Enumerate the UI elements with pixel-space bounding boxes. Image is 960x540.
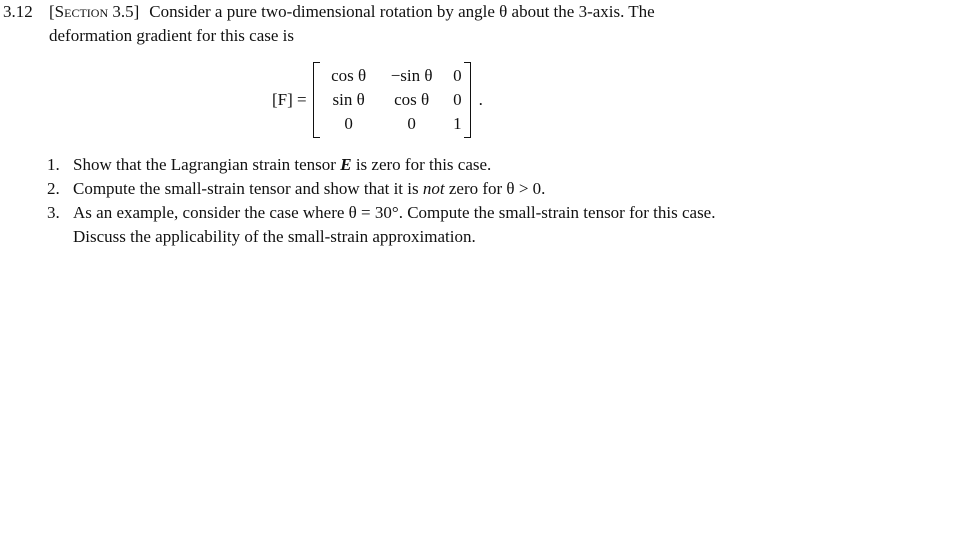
task-number: 1. (47, 155, 60, 174)
list-item (47, 201, 737, 249)
emphasis-not: not (422, 179, 445, 198)
matrix-cell: 1 (453, 114, 462, 133)
matrix-cell: −sin θ (390, 66, 433, 85)
section-reference (49, 2, 139, 21)
task-list (47, 153, 737, 249)
problem-statement (3, 0, 743, 48)
matrix-cell: sin θ (332, 90, 365, 109)
matrix-grid (320, 62, 464, 138)
task-text (73, 177, 737, 201)
statement-line-1: Consider a pure two-dimensional rotation by angle θ about the 3-axis. The (149, 2, 655, 21)
task-number: 3. (47, 203, 60, 222)
matrix-cell: 0 (453, 66, 462, 85)
deformation-gradient-equation (272, 62, 483, 138)
matrix-cell: 0 (407, 114, 416, 133)
problem-number: 3.12 (3, 2, 33, 21)
matrix-right-bracket (464, 62, 471, 138)
problem-header (3, 0, 743, 24)
section-number: 3.5] (108, 2, 140, 21)
matrix-cell: cos θ (394, 90, 430, 109)
task-number: 2. (47, 179, 60, 198)
task-text-part: Show that the Lagrangian strain tensor (73, 155, 341, 174)
matrix-left-bracket (313, 62, 320, 138)
list-item (47, 177, 737, 201)
task-text (73, 153, 737, 177)
section-open: [ (49, 2, 55, 21)
matrix-cell: 0 (344, 114, 353, 133)
matrix-cell: cos θ (331, 66, 367, 85)
task-text: As an example, consider the case where θ = 30°. Compute the small-strain tensor for this case. Discuss the applicability of the small-strain approximation. (73, 203, 716, 246)
task-text-part: zero for θ > 0. (444, 179, 546, 198)
list-item (47, 153, 737, 177)
equation-lhs: [F] = (272, 90, 307, 109)
statement-line-2: deformation gradient for this case is (49, 26, 295, 45)
task-text-part: Compute the small-strain tensor and show that it is (73, 179, 423, 198)
equation-period: . (478, 90, 483, 109)
task-text-part: is zero for this case. (351, 155, 492, 174)
section-word: Section (54, 2, 109, 21)
lagrangian-strain-symbol: E (340, 155, 352, 174)
matrix-cell: 0 (453, 90, 462, 109)
matrix (313, 62, 471, 138)
